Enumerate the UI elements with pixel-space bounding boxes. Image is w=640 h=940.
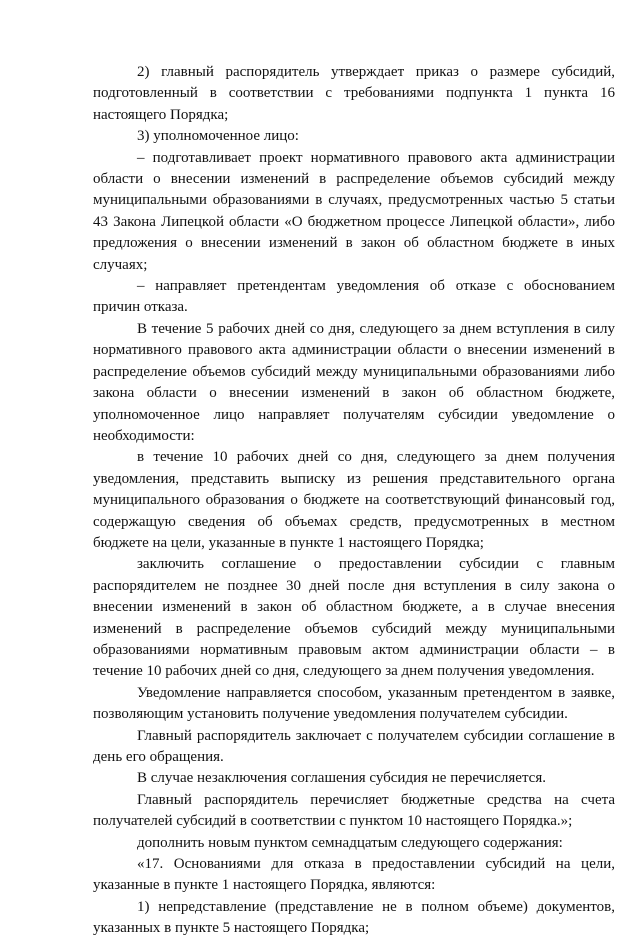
paragraph: дополнить новым пунктом семнадцатым следующего содержания: xyxy=(137,834,563,851)
paragraph: заключить соглашение о предоставлении субсидии с главным распорядителем не позднее 30 дней после дня вступления в силу закона о внесении изменений в закон об областном бюджете, а в случае внесения изменений в распределение объемов субсидий между муниципальными образованиями нормативным правовым актом администрации области – в течение 10 рабочих дней со дня, следующего за днем получения уведомления. xyxy=(93,556,615,680)
paragraph: – подготавливает проект нормативного правового акта администрации области о внесении изменений в распределение объемов субсидий между муниципальными образованиями в случаях, предусмотренных частью 5 статьи 43 Закона Липецкой области «О бюджетном процессе Липецкой области», либо предложения о внесении изменений в закон об областном бюджете в иных случаях; xyxy=(93,149,615,273)
paragraph: Главный распорядитель перечисляет бюджетные средства на счета получателей субсидий в соответствии с пунктом 10 настоящего Порядка.»; xyxy=(93,791,615,830)
paragraph: – направляет претендентам уведомления об отказе с обоснованием причин отказа. xyxy=(93,278,615,316)
paragraph: 1) непредставление (представление не в полном объеме) документов, указанных в пункте 5 настоящего Порядка; xyxy=(93,898,615,937)
document-body xyxy=(93,62,615,940)
paragraph: «17. Основаниями для отказа в предоставлении субсидий на цели, указанные в пункте 1 настоящего Порядка, являются: xyxy=(93,856,615,894)
paragraph: 2) главный распорядитель утверждает приказ о размере субсидий, подготовленный в соответствии с требованиями подпункта 1 пункта 16 настоящего Порядка; xyxy=(93,64,615,123)
paragraph: Уведомление направляется способом, указанным претендентом в заявке, позволяющим установить получение уведомления получателем субсидии. xyxy=(93,684,615,723)
paragraph: 3) уполномоченное лицо: xyxy=(137,128,299,145)
paragraph: в течение 10 рабочих дней со дня, следующего за днем получения уведомления, представить выписку из решения представительного органа муниципального образования о бюджете на соответствующий финансовый год, содержащую сведения об объемах средств, предусмотренных в местном бюджете на цели, указанные в пункте 1 настоящего Порядка; xyxy=(93,449,615,551)
paragraph: В случае незаключения соглашения субсидия не перечисляется. xyxy=(137,770,546,787)
paragraph: Главный распорядитель заключает с получателем субсидии соглашение в день его обращения. xyxy=(93,727,615,765)
paragraph: В течение 5 рабочих дней со дня, следующего за днем вступления в силу нормативного правового акта администрации области о внесении изменений в распределение объемов субсидий между муниципальными образованиями либо закона области о внесении изменений в закон об областном бюджете, уполномоченное лицо направляет получателям субсидии уведомление о необходимости: xyxy=(93,320,615,444)
